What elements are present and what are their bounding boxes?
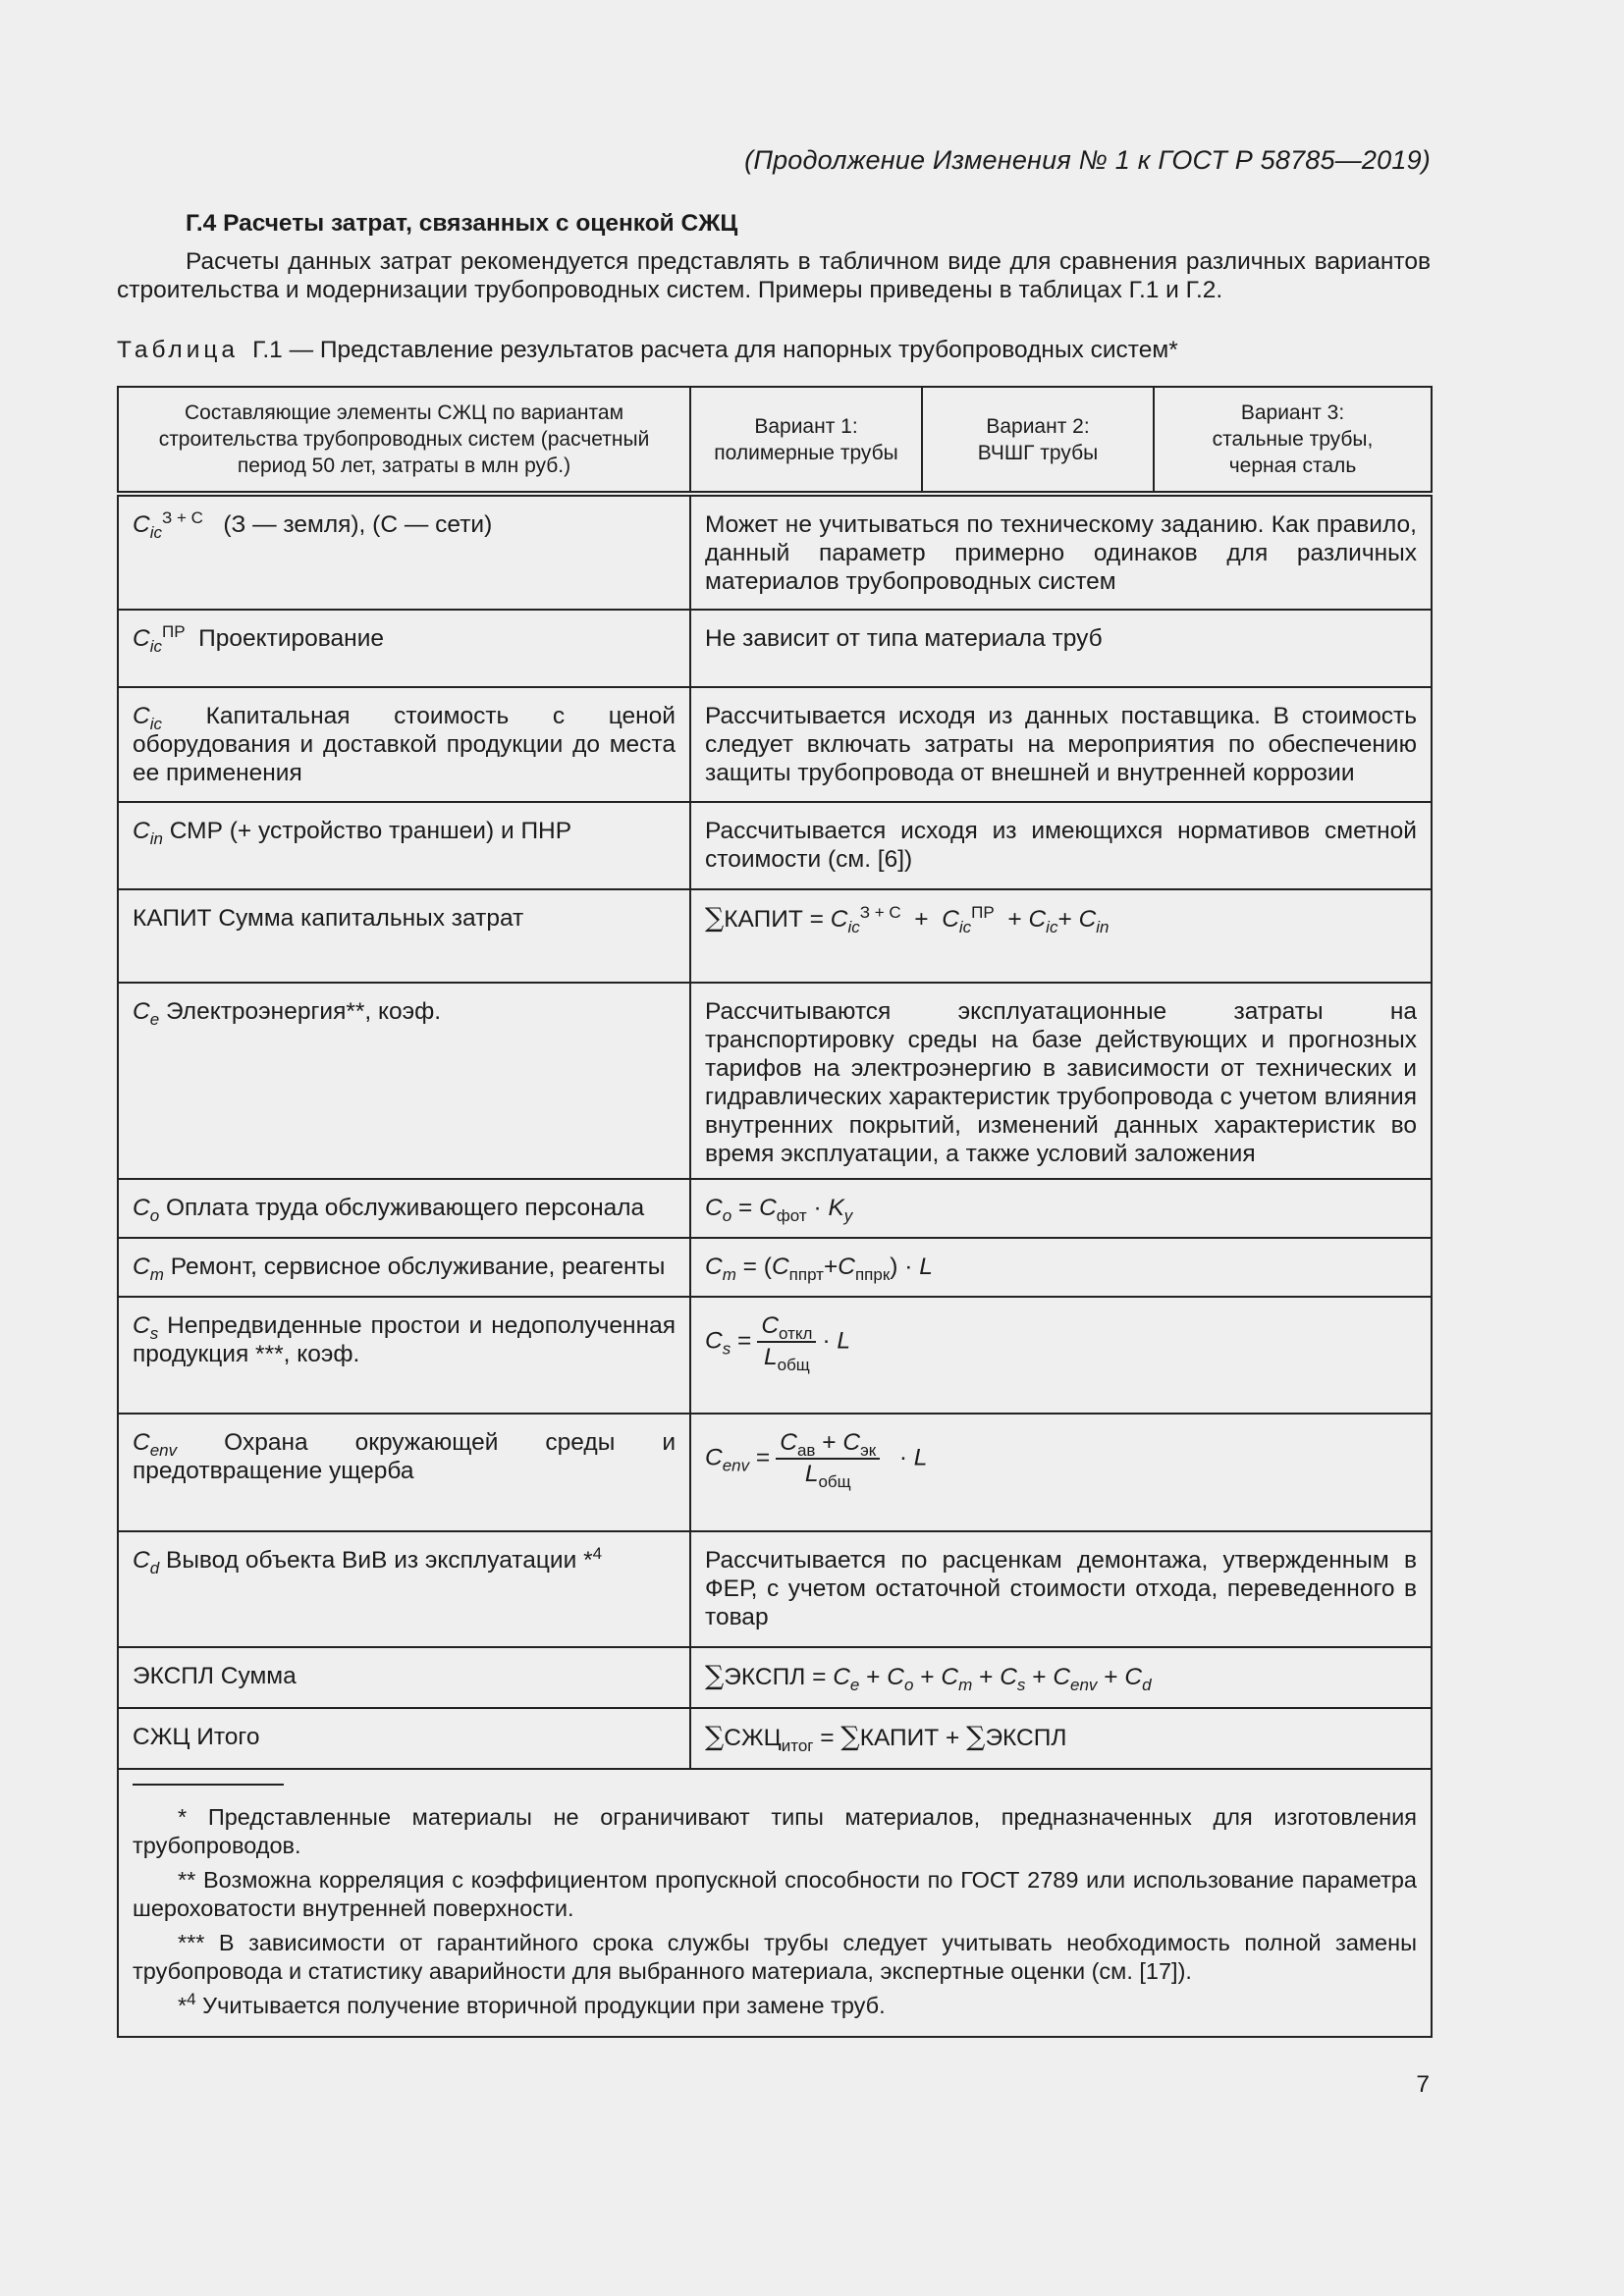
- row-label: $C_{ic}^{З + С}$ (З — земля), (С — сети): [118, 494, 690, 610]
- table-caption: [117, 337, 1178, 364]
- formula-text: КАПИТ +: [859, 1725, 967, 1751]
- row-label: $C_{env}$ Охрана окружающей среды и предотвращение ущерба: [118, 1414, 690, 1531]
- header-components: Составляющие элементы СЖЦ по вариантам строительства трубопроводных систем (расчетный период 50 лет, затраты в млн руб.): [118, 387, 690, 494]
- header-variant-3-line1: Вариант 3:: [1240, 401, 1345, 424]
- table-row: [118, 1414, 1432, 1531]
- formula-text: СЖЦ: [724, 1725, 782, 1751]
- row-label: $C_{ic}$ Капитальная стоимость с ценой оборудования и доставкой продукции до места ее применения: [118, 687, 690, 802]
- header-variant-2-line1: Вариант 2:: [986, 414, 1090, 438]
- sigma-symbol: ∑: [705, 903, 725, 934]
- row-description: Не зависит от типа материала труб: [690, 610, 1432, 687]
- row-label: $C_s$ Непредвиденные простои и недополученная продукция ***, коэф.: [118, 1297, 690, 1414]
- footnote: *** В зависимости от гарантийного срока службы трубы следует учитывать необходимость полной замены трубопровода и статистику аварийности для выбранного материала, экспертные оценки (см. [17]).: [133, 1930, 1417, 1984]
- table-row: [118, 1297, 1432, 1414]
- lifecycle-total-formula: [690, 1708, 1432, 1769]
- exploitation-sum-formula: ∑ЭКСПЛ = $C_e + C_o + C_m + C_s + C_{env} + C_d$: [690, 1647, 1432, 1708]
- header-variant-1-line1: Вариант 1:: [754, 414, 858, 438]
- formula-equals: =: [820, 1725, 841, 1751]
- repair-cost-formula: $C_m = (C_{ппрт}+C_{ппрк}) \cdot L$: [690, 1238, 1432, 1297]
- footnote: ** Возможна корреляция с коэффициентом пропускной способности по ГОСТ 2789 или использование параметра шероховатости внутренней поверхности.: [133, 1867, 1417, 1921]
- row-label: $C_e$ Электроэнергия**, коэф.: [118, 983, 690, 1179]
- row-label-text: Охрана окружающей среды и предотвращение ущерба: [133, 1429, 677, 1484]
- labor-cost-formula: $C_o = C_{фот} \cdot K_y$: [690, 1179, 1432, 1238]
- cost-table: [117, 386, 1433, 2038]
- table-row: [118, 1179, 1432, 1238]
- row-label-text: СМР (+ устройство траншеи) и ПНР: [169, 818, 572, 844]
- header-variant-1: [690, 387, 922, 494]
- row-label: $C_m$ Ремонт, сервисное обслуживание, реагенты: [118, 1238, 690, 1297]
- row-label-text: (З — земля), (С — сети): [223, 511, 493, 538]
- table-row: [118, 889, 1432, 983]
- row-label: ЭКСПЛ Сумма: [118, 1647, 690, 1708]
- table-row: [118, 687, 1432, 802]
- formula-text: ЭКСПЛ =: [724, 1664, 827, 1690]
- table-row: [118, 1531, 1432, 1647]
- row-label: $C_{in}$ СМР (+ устройство траншеи) и ПНР: [118, 802, 690, 889]
- sigma-symbol: ∑: [705, 1722, 725, 1752]
- row-label: СЖЦ Итого: [118, 1708, 690, 1769]
- kapit-sum-formula: ∑КАПИТ = $C_{ic}^{З + С} + C_{ic}^{ПР} + C_{ic}+ C_{in}$: [690, 889, 1432, 983]
- footnote-divider: [133, 1784, 284, 1786]
- footnote: * Представленные материалы не ограничивают типы материалов, предназначенных для изготовления трубопроводов.: [133, 1804, 1417, 1858]
- row-description: Рассчитывается по расценкам демонтажа, утвержденным в ФЕР, с учетом остаточной стоимости отхода, переведенного в товар: [690, 1531, 1432, 1647]
- header-variant-3-line3: черная сталь: [1228, 454, 1357, 477]
- fraction: $\frac{C_{ав} + C_{эк}}{L_{общ}}$: [776, 1428, 880, 1489]
- row-label-text: Вывод объекта ВиВ из эксплуатации: [165, 1547, 577, 1574]
- table-caption-text: Г.1 — Представление результатов расчета для напорных трубопроводных систем*: [252, 337, 1178, 363]
- table-row: [118, 1708, 1432, 1769]
- table-header-row: [118, 387, 1432, 494]
- section-title: Г.4 Расчеты затрат, связанных с оценкой СЖЦ: [186, 210, 738, 237]
- header-variant-1-line2: полимерные трубы: [714, 441, 898, 464]
- row-label: $C_d$ Вывод объекта ВиВ из эксплуатации *$^4$: [118, 1531, 690, 1647]
- table-row: [118, 1238, 1432, 1297]
- row-label: КАПИТ Сумма капитальных затрат: [118, 889, 690, 983]
- row-description: Рассчитываются эксплуатационные затраты на транспортировку среды на базе действующих и прогнозных тарифов на электроэнергию в зависимости от технических и гидравлических характеристик трубопровода с учетом влияния внутренних покрытий, изменений данных характеристик во время эксплуатации, а также условий заложения: [690, 983, 1432, 1179]
- row-description: Может не учитываться по техническому заданию. Как правило, данный параметр примерно одинаков для различных материалов трубопроводных систем: [690, 494, 1432, 610]
- footnotes: [118, 1769, 1432, 2037]
- continuation-header: (Продолжение Изменения № 1 к ГОСТ Р 58785—2019): [744, 145, 1431, 175]
- header-variant-2: [922, 387, 1154, 494]
- sigma-symbol: ∑: [705, 1661, 725, 1691]
- table-caption-word: Таблица: [117, 337, 240, 363]
- row-label-text: Проектирование: [198, 625, 385, 652]
- row-label-text: Оплата труда обслуживающего персонала: [165, 1195, 645, 1221]
- formula-subscript: итог: [781, 1735, 814, 1755]
- fraction: $\frac{C_{откл}}{L_{общ}}$: [757, 1311, 816, 1372]
- table-row: [118, 494, 1432, 610]
- table-row: [118, 1647, 1432, 1708]
- header-variant-3: [1154, 387, 1432, 494]
- row-label-text: Непредвиденные простои и недополученная продукция ***, коэф.: [133, 1312, 676, 1367]
- footnote: *$^4$ Учитывается получение вторичной продукции при замене труб.: [178, 1990, 886, 2018]
- row-label: $C_o$ Оплата труда обслуживающего персонала: [118, 1179, 690, 1238]
- formula-text: КАПИТ =: [724, 906, 824, 933]
- row-label: $C_{ic}^{ПР}$ Проектирование: [118, 610, 690, 687]
- footnote-text: Учитывается получение вторичной продукции при замене труб.: [202, 1993, 886, 2018]
- section-intro: Расчеты данных затрат рекомендуется представлять в табличном виде для сравнения различных вариантов строительства и модернизации трубопроводных систем. Примеры приведены в таблицах Г.1 и Г.2.: [117, 248, 1431, 303]
- row-label-text: Электроэнергия**, коэф.: [165, 998, 442, 1025]
- downtime-formula: $C_s$ = $\frac{C_{откл}}{L_{общ}}$ · L: [690, 1297, 1432, 1414]
- page-number: 7: [1416, 2071, 1430, 2098]
- environment-formula: $C_{env}$ = $\frac{C_{ав} + C_{эк}}{L_{общ}}$ · L: [690, 1414, 1432, 1531]
- row-label-text: Ремонт, сервисное обслуживание, реагенты: [170, 1254, 666, 1280]
- header-variant-2-line2: ВЧШГ трубы: [977, 441, 1099, 464]
- table-row: [118, 610, 1432, 687]
- row-description: Рассчитывается исходя из данных поставщика. В стоимость следует включать затраты на мероприятия по обеспечению защиты трубопровода от внешней и внутренней коррозии: [690, 687, 1432, 802]
- header-variant-3-line2: стальные трубы,: [1212, 428, 1374, 451]
- row-description: Рассчитывается исходя из имеющихся нормативов сметной стоимости (см. [6]): [690, 802, 1432, 889]
- table-row: [118, 983, 1432, 1179]
- footnotes-row: [118, 1769, 1432, 2037]
- formula-text: ЭКСПЛ: [985, 1725, 1067, 1751]
- table-row: [118, 802, 1432, 889]
- sigma-symbol: ∑: [966, 1722, 986, 1752]
- row-label-text: Капитальная стоимость с ценой оборудования и доставкой продукции до места ее применения: [133, 703, 676, 786]
- sigma-symbol: ∑: [840, 1722, 860, 1752]
